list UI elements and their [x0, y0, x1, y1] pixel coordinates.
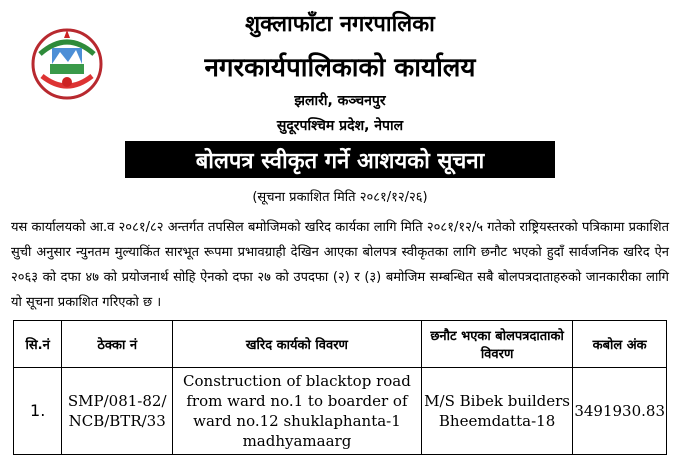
header-description: खरिद कार्यको विवरण	[173, 321, 422, 368]
row-sn: 1.	[14, 368, 62, 455]
notice-body: यस कार्यालयको आ.व २०८१/८२ अन्तर्गत तपसिल बमोजिमको खरिद कार्यका लागि मिति २०८१/१२/५ गतेको राष्ट्रियस्तरको पत्रिकामा प्रकाशित सुची अनुसार न्युनतम मुल्याकिंत सारभूत रूपमा प्रभावग्राही देखिन आएका बोलपत्र स्वीकृतका लागि छनौट भएको हुदाँ सार्वजनिक खरिद ऐन २०६३ को दफा ४७ को प्रयोजनार्थ सोहि ऐनको दफा २७ को उपदफा (२) र (३) बमोजिम सम्बन्धित सबै बोलपत्रदाताहरुको जानकारीका लागि यो सूचना प्रकाशित गरिएको छ ।	[11, 220, 669, 310]
row-contract-no: SMP/081-82/ NCB/BTR/33	[62, 368, 173, 455]
table-row	[14, 368, 667, 455]
published-date: (सूचना प्रकाशित मिति २०८१/१२/२६)	[252, 190, 428, 205]
header-bidder: छनौट भएका बोलपत्रदाताको विवरण	[421, 321, 572, 368]
header-contract-no: ठेक्का नं	[62, 321, 173, 368]
municipality-name: शुक्लाफाँटा नगरपालिका	[245, 12, 435, 37]
row-amount: 3491930.83	[573, 368, 667, 455]
bid-table	[13, 320, 667, 455]
header-sn: सि.नं	[14, 321, 62, 368]
office-name: नगरकार्यपालिकाको कार्यालय	[204, 53, 476, 83]
row-bidder: M/S Bibek builders Bheemdatta-18	[421, 368, 572, 455]
header-amount: कबोल अंक	[573, 321, 667, 368]
province-name: सुदूरपश्चिम प्रदेश, नेपाल	[276, 118, 404, 134]
row-description: Construction of blacktop road from ward no.1 to boarder of ward no.12 shuklaphanta-1 madhyamaarg	[173, 368, 422, 455]
notice-title: बोलपत्र स्वीकृत गर्ने आशयको सूचना	[195, 148, 485, 174]
office-location: झलारी, कञ्चनपुर	[294, 93, 386, 109]
notice-title-banner	[125, 141, 555, 178]
table-header-row	[14, 321, 667, 368]
